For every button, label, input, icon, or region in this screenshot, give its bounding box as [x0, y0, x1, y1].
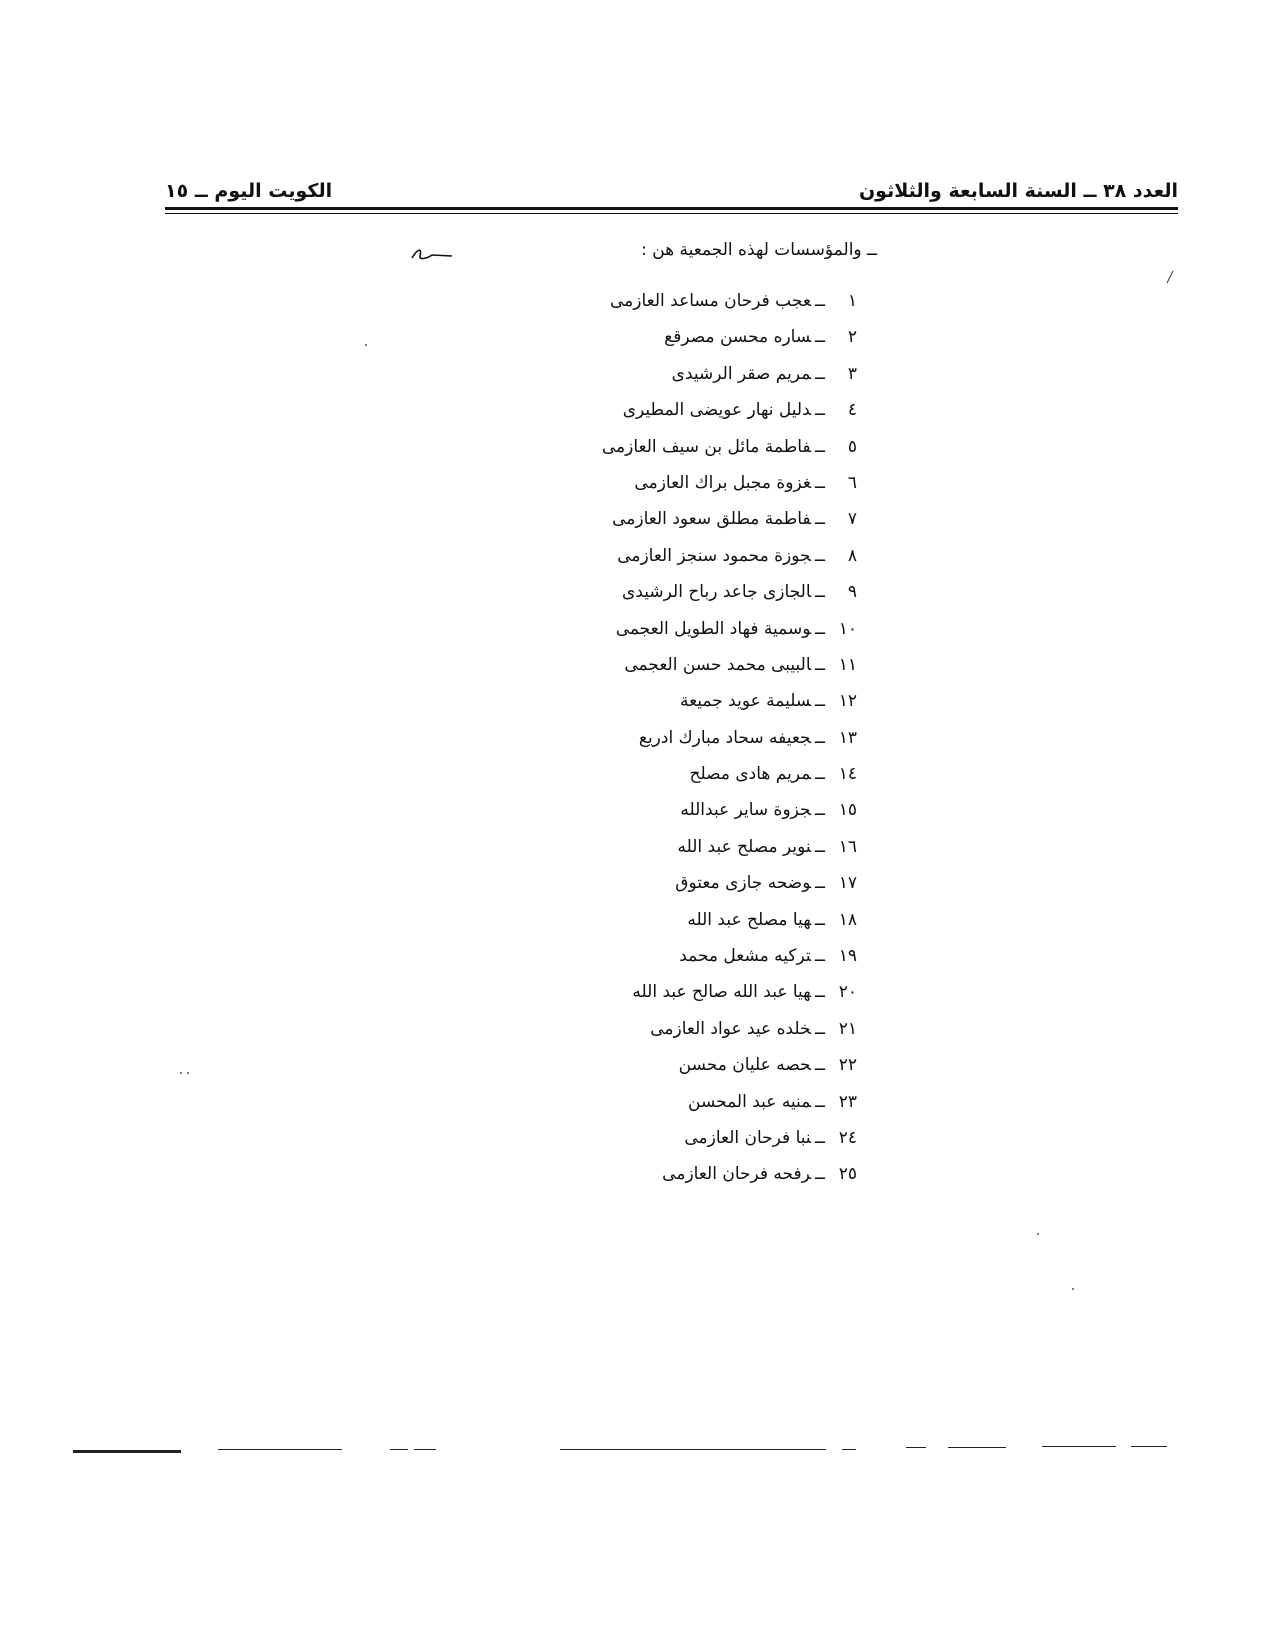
founder-number: ٢١: [838, 1018, 857, 1039]
founder-item: [602, 1011, 857, 1047]
founder-name: فاطمة مطلق سعود العازمى: [612, 509, 812, 530]
stray-mark: [1165, 270, 1175, 284]
scan-speck: [1072, 1288, 1074, 1290]
founder-item: [602, 829, 857, 865]
separator-dash: ــ: [815, 946, 825, 967]
founder-name: جزوة ساير عبدالله: [680, 800, 812, 821]
separator-dash: ــ: [815, 363, 825, 384]
footer-rule: [842, 1449, 856, 1450]
founder-number: ٢٣: [838, 1091, 857, 1112]
separator-dash: ــ: [815, 1091, 825, 1112]
founder-item: [602, 611, 857, 647]
footer-rule: [390, 1449, 408, 1450]
scan-speck: [1037, 1233, 1039, 1235]
separator-dash: ــ: [815, 982, 825, 1003]
founder-item: [602, 683, 857, 719]
separator-dash: ــ: [815, 800, 825, 821]
founder-name: منيه عبد المحسن: [688, 1091, 812, 1112]
publication-title: الكويت اليوم ــ ١٥: [165, 180, 333, 202]
founder-item: [602, 756, 857, 792]
founder-number: ١٩: [838, 946, 857, 967]
founder-item: [602, 1047, 857, 1083]
handwritten-mark: [410, 244, 454, 264]
founder-item: [602, 319, 857, 355]
founder-name: نبا فرحان العازمى: [684, 1127, 812, 1148]
founder-number: ٢٠: [838, 982, 857, 1003]
founder-number: ١٣: [838, 727, 857, 748]
founder-item: [602, 429, 857, 465]
founder-item: [602, 501, 857, 537]
founder-item: [602, 792, 857, 828]
founder-item: [602, 538, 857, 574]
separator-dash: ــ: [815, 727, 825, 748]
separator-dash: ــ: [815, 472, 825, 493]
founder-name: مريم هادى مصلح: [689, 764, 812, 785]
founder-number: ١٨: [838, 909, 857, 930]
founder-name: عجب فرحان مساعد العازمى: [609, 291, 812, 311]
founder-item: [602, 865, 857, 901]
founder-name: مريم صقر الرشيدى: [671, 363, 812, 384]
founder-number: ٣: [847, 363, 857, 384]
founder-number: ٤: [847, 400, 857, 421]
founder-name: الجازى جاعد رباح الرشيدى: [622, 582, 812, 603]
footer-rule: [1131, 1446, 1167, 1447]
founder-name: جوزة محمود سنجز العازمى: [617, 545, 812, 566]
founder-name: خلده عيد عواد العازمى: [650, 1018, 812, 1039]
founder-item: [602, 902, 857, 938]
founder-number: ٢٥: [838, 1164, 857, 1185]
footer-rule: [414, 1449, 436, 1450]
founder-number: ١٤: [838, 764, 857, 785]
footer-rule: [906, 1447, 926, 1448]
founder-name: نوير مصلح عبد الله: [677, 836, 812, 857]
founder-number: ٢٤: [838, 1127, 857, 1148]
separator-dash: ــ: [815, 1055, 825, 1076]
founder-number: ٥: [847, 436, 857, 457]
separator-dash: ــ: [815, 836, 825, 857]
separator-dash: ــ: [815, 1127, 825, 1148]
separator-dash: ــ: [815, 1018, 825, 1039]
founder-item: [602, 356, 857, 392]
separator-dash: ــ: [815, 909, 825, 930]
separator-dash: ــ: [815, 327, 825, 348]
founder-number: ١٧: [838, 873, 857, 894]
founder-item: [602, 465, 857, 501]
founder-name: جعيفه سحاد مبارك ادريع: [638, 727, 812, 748]
footer-rule: [73, 1450, 181, 1453]
founder-number: ٢٢: [838, 1055, 857, 1076]
founder-number: ١٠: [838, 618, 857, 639]
founders-intro: ــ والمؤسسات لهذه الجمعية هن :: [641, 240, 877, 260]
scan-speck: [180, 1072, 182, 1074]
founder-item: [602, 720, 857, 756]
founder-item: [602, 1084, 857, 1120]
footer-rule: [560, 1449, 826, 1450]
founder-number: ٨: [847, 545, 857, 566]
founder-number: ١٥: [838, 800, 857, 821]
founder-item: [602, 938, 857, 974]
founder-name: رفحه فرحان العازمى: [662, 1164, 812, 1185]
separator-dash: ــ: [815, 764, 825, 785]
founder-number: ٦: [847, 472, 857, 493]
founder-number: ٢: [847, 327, 857, 348]
scan-speck: [187, 1072, 189, 1074]
founder-number: ١١: [838, 654, 857, 675]
founder-name: وضحه جازى معتوق: [675, 873, 812, 894]
founder-name: فاطمة مائل بن سيف العازمى: [601, 436, 812, 457]
separator-dash: ــ: [815, 618, 825, 639]
founder-name: هيا مصلح عبد الله: [687, 909, 812, 930]
founders-list: [602, 283, 857, 1193]
founder-item: [602, 574, 857, 610]
founder-name: وسمية فهاد الطويل العجمى: [615, 618, 812, 639]
header-rule: [165, 207, 1178, 210]
separator-dash: ــ: [815, 1164, 825, 1185]
founder-item: [602, 1120, 857, 1156]
footer-rule: [218, 1449, 342, 1450]
footer-rule: [1042, 1446, 1116, 1447]
founder-name: البيبى محمد حسن العجمى: [624, 654, 812, 675]
founder-number: ١٢: [838, 691, 857, 712]
separator-dash: ــ: [815, 509, 825, 530]
founder-name: حصه عليان محسن: [678, 1055, 812, 1076]
separator-dash: ــ: [815, 691, 825, 712]
header-rule-thin: [165, 213, 1178, 214]
founder-number: ١: [847, 291, 857, 311]
founder-name: ساره محسن مصرقع: [664, 327, 812, 348]
founder-item: [602, 392, 857, 428]
founder-item: [602, 1156, 857, 1192]
founder-name: غزوة مجبل براك العازمى: [634, 472, 812, 493]
founder-item: [602, 283, 857, 319]
page-header: [165, 176, 1178, 206]
scan-speck: [365, 344, 367, 346]
issue-info: العدد ٣٨ ــ السنة السابعة والثلاثون: [858, 180, 1178, 202]
separator-dash: ــ: [815, 545, 825, 566]
separator-dash: ــ: [815, 873, 825, 894]
separator-dash: ــ: [815, 400, 825, 421]
founder-name: تركيه مشعل محمد: [679, 946, 812, 967]
founder-name: دليل نهار عويضى المطيرى: [622, 400, 812, 421]
separator-dash: ــ: [815, 582, 825, 603]
founder-number: ٩: [847, 582, 857, 603]
founder-name: سليمة عويد جميعة: [679, 691, 812, 712]
separator-dash: ــ: [815, 291, 825, 311]
separator-dash: ــ: [815, 436, 825, 457]
separator-dash: ــ: [815, 654, 825, 675]
footer-rules: [0, 1440, 1275, 1460]
founder-number: ٧: [847, 509, 857, 530]
founder-item: [602, 647, 857, 683]
footer-rule: [948, 1447, 1006, 1448]
founder-name: هيا عبد الله صالح عبد الله: [632, 982, 812, 1003]
founder-number: ١٦: [838, 836, 857, 857]
founder-item: [602, 974, 857, 1010]
